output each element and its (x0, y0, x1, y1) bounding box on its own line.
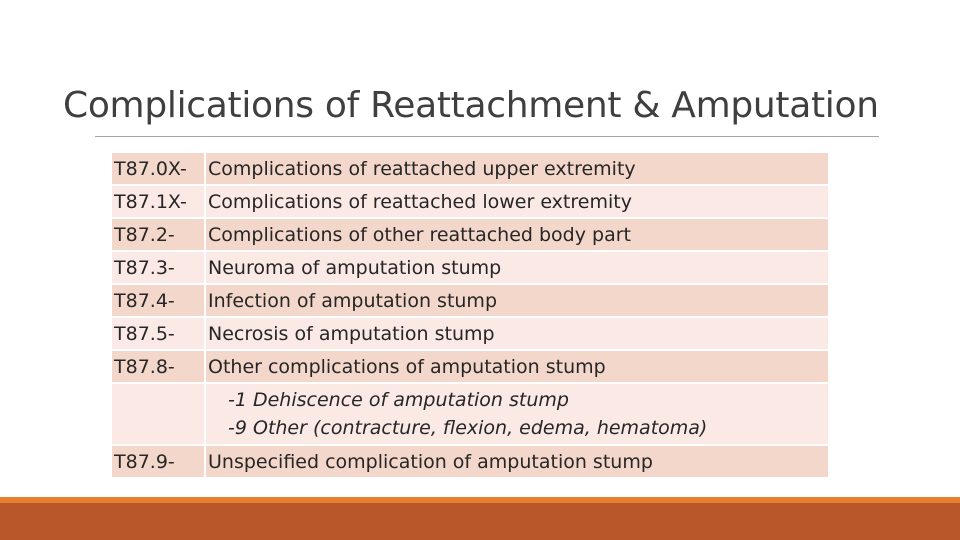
table-row (112, 318, 828, 349)
subitem-dehiscence: -1 Dehiscence of amputation stump (228, 389, 569, 411)
table-row (112, 351, 828, 382)
description-cell: Neuroma of amputation stump (206, 252, 828, 283)
table-row (112, 219, 828, 250)
description-cell: Infection of amputation stump (206, 285, 828, 316)
table-row-subitems (112, 384, 828, 444)
footer-bar (0, 503, 960, 540)
table-row (112, 153, 828, 184)
code-cell: T87.9- (112, 446, 204, 477)
subitems-cell (206, 384, 828, 444)
description-cell: Unspecified complication of amputation stump (206, 446, 828, 477)
description-cell: Other complications of amputation stump (206, 351, 828, 382)
code-cell-empty (112, 384, 204, 444)
title-divider (95, 136, 879, 137)
table-row (112, 285, 828, 316)
table-row (112, 446, 828, 477)
code-cell: T87.4- (112, 285, 204, 316)
description-cell: Complications of reattached upper extremity (206, 153, 828, 184)
description-cell: Complications of other reattached body part (206, 219, 828, 250)
description-cell: Complications of reattached lower extremity (206, 186, 828, 217)
code-cell: T87.1X- (112, 186, 204, 217)
code-cell: T87.5- (112, 318, 204, 349)
description-cell: Necrosis of amputation stump (206, 318, 828, 349)
code-cell: T87.8- (112, 351, 204, 382)
code-cell: T87.2- (112, 219, 204, 250)
table-row (112, 186, 828, 217)
subitem-other: -9 Other (contracture, flexion, edema, hematoma) (228, 417, 708, 439)
slide-title: Complications of Reattachment & Amputation (63, 85, 879, 126)
code-cell: T87.0X- (112, 153, 204, 184)
table-row (112, 252, 828, 283)
icd-codes-table (110, 151, 830, 479)
code-cell: T87.3- (112, 252, 204, 283)
